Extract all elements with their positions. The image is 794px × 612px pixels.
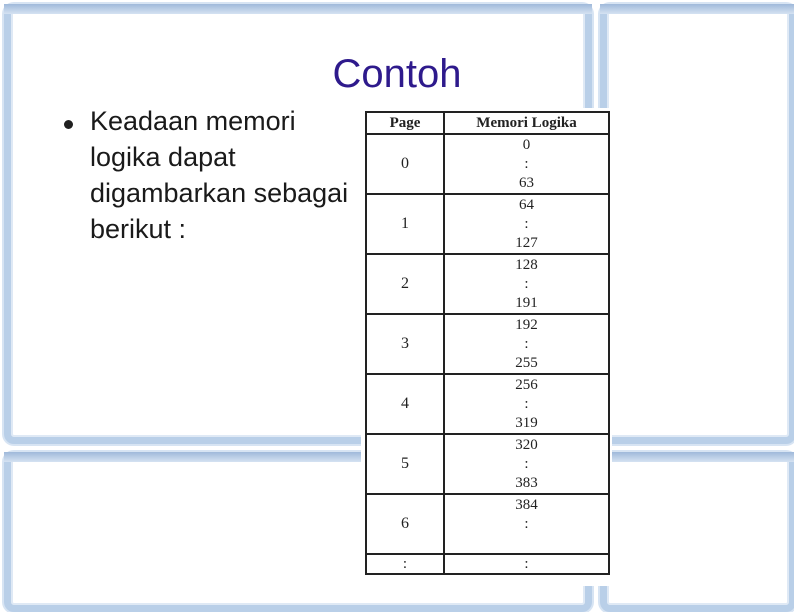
page-cell: 1: [366, 194, 444, 254]
memory-range-sep: :: [524, 455, 529, 472]
page-cell: 2: [366, 254, 444, 314]
memory-table: [365, 111, 610, 575]
memory-range-cell: [444, 134, 609, 194]
page-cell: 3: [366, 314, 444, 374]
page-cell: 5: [366, 434, 444, 494]
continuation-cell: :: [444, 554, 609, 574]
memory-range-end: 191: [515, 294, 538, 311]
bullet-icon: [64, 120, 73, 129]
table-row-continuation: [366, 554, 609, 574]
table-row: [366, 374, 609, 434]
memory-range-cell: [444, 194, 609, 254]
slide-frame-bottom-right: [600, 452, 794, 612]
memory-range-end: 383: [515, 474, 538, 491]
bullet-text: Keadaan memori logika dapat digambarkan sebagai berikut :: [90, 106, 349, 244]
page-cell: 4: [366, 374, 444, 434]
memory-range-cell: [444, 434, 609, 494]
memory-table-image: [361, 108, 612, 586]
memory-range-end: 63: [519, 174, 534, 191]
memory-range-end: 127: [515, 234, 538, 251]
slide-title: Contoh: [332, 52, 462, 96]
memory-range-start: 256: [515, 376, 538, 393]
memory-range-end: 319: [515, 414, 538, 431]
memory-range-cell: [444, 494, 609, 554]
table-row: [366, 194, 609, 254]
page-cell: 0: [366, 134, 444, 194]
table-row: [366, 314, 609, 374]
memory-range-sep: :: [524, 275, 529, 292]
memory-range-cell: [444, 374, 609, 434]
table-row: [366, 254, 609, 314]
memory-range-end: [445, 534, 608, 553]
memory-range-sep: :: [524, 395, 529, 412]
header-memori-logika: Memori Logika: [444, 112, 609, 134]
header-page: Page: [366, 112, 444, 134]
slide-frame-top-right: [600, 4, 794, 444]
table-row: [366, 434, 609, 494]
memory-range-start: 0: [522, 136, 531, 153]
memory-range-sep: :: [524, 215, 529, 232]
memory-range-start: 192: [515, 316, 538, 333]
memory-range-sep: :: [524, 335, 529, 352]
table-header-row: [366, 112, 609, 134]
page-cell: 6: [366, 494, 444, 554]
memory-range-start: 64: [519, 196, 534, 213]
table-row: [366, 134, 609, 194]
memory-range-sep: :: [524, 155, 529, 172]
memory-range-end: 255: [515, 354, 538, 371]
continuation-cell: :: [366, 554, 444, 574]
memory-range-cell: [444, 314, 609, 374]
memory-range-sep: :: [524, 515, 529, 532]
memory-range-start: 384: [515, 496, 538, 513]
memory-range-cell: [444, 254, 609, 314]
memory-range-start: 128: [515, 256, 538, 273]
memory-range-start: 320: [515, 436, 538, 453]
table-row: [366, 494, 609, 554]
